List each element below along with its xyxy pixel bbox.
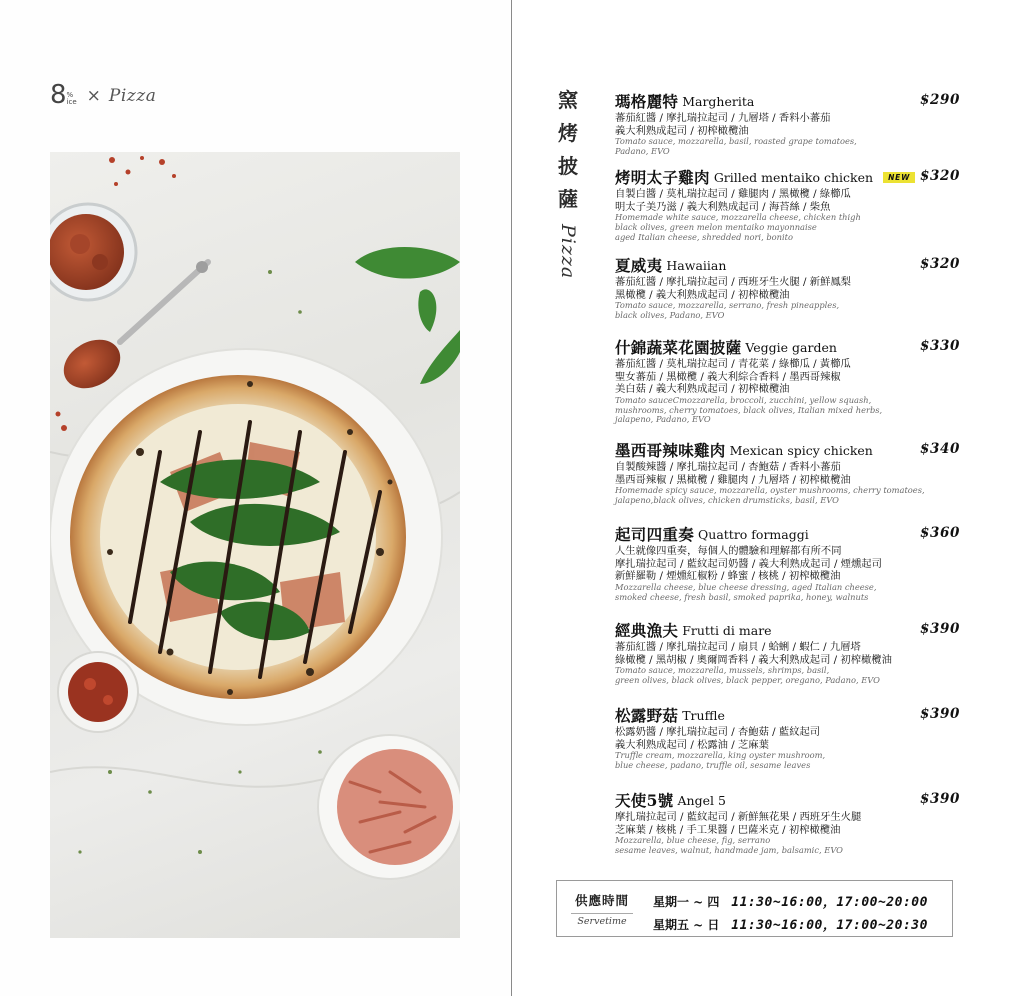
item-name-en: Truffle <box>682 707 725 723</box>
servetime-row <box>653 914 928 933</box>
ham-bowl <box>318 735 460 879</box>
item-price: $390 <box>920 621 960 637</box>
item-name-zh: 烤明太子雞肉 <box>615 168 710 187</box>
item-desc-zh: 蕃茄紅醬 / 莫札瑞拉起司 / 青花菜 / 綠櫛瓜 / 黃櫛瓜 <box>615 358 851 370</box>
item-desc-en: Tomato sauce, mozzarella, basil, roasted grape tomatoes, <box>615 136 857 147</box>
servetime-days: 星期一 ~ 四 <box>653 895 720 909</box>
menu-item-hawaiian <box>615 256 960 321</box>
menu-item-margherita <box>615 92 960 157</box>
item-desc-en: smoked cheese, fresh basil, smoked paprika, honey, walnuts <box>615 591 869 602</box>
item-desc-en: Tomato sauce, mozzarella, mussels, shrimps, basil, <box>615 665 830 676</box>
item-name-zh: 松露野菇 <box>615 706 679 725</box>
item-name-en: Frutti di mare <box>682 622 772 638</box>
item-price: $360 <box>920 525 960 541</box>
servetime-box <box>556 880 953 937</box>
item-name-zh: 瑪格麗特 <box>615 92 679 111</box>
item-desc-zh: 明太子美乃滋 / 義大利熟成起司 / 海苔絲 / 柴魚 <box>615 200 831 213</box>
item-price: $340 <box>920 441 960 457</box>
item-desc-zh: 蕃茄紅醬 / 摩扎瑞拉起司 / 九層塔 / 香料小蕃茄 <box>615 112 831 124</box>
item-name-en: Margherita <box>682 93 755 109</box>
brand-cross: × <box>86 86 101 106</box>
item-desc-zh: 蕃茄紅醬 / 摩扎瑞拉起司 / 扇貝 / 蛤蜊 / 蝦仁 / 九層塔 <box>615 641 861 653</box>
item-name-zh: 什錦蔬菜花園披薩 <box>615 338 742 357</box>
item-name-en: Mexican spicy chicken <box>729 442 873 458</box>
item-desc-zh: 綠橄欖 / 黑胡椒 / 奧爾岡香料 / 義大利熟成起司 / 初榨橄欖油 <box>615 653 892 666</box>
item-desc-en: Mozzarella cheese, blue cheese dressing, aged Italian cheese, <box>615 581 877 592</box>
menu-item-quattro-formaggi <box>615 525 960 602</box>
item-desc-en: black olives, green melon mentaiko mayonnaise <box>615 221 817 232</box>
arugula-leaves <box>355 247 460 384</box>
item-desc-en: blue cheese, padano, truffle oil, sesame leaves <box>615 759 811 770</box>
pizza-illustration <box>50 152 460 938</box>
brand-number: 8 <box>50 80 66 110</box>
item-desc-zh: 義大利熟成起司 / 初榨橄欖油 <box>615 124 749 137</box>
item-desc-en: Homemade white sauce, mozzarella cheese, chicken thigh <box>615 212 861 223</box>
item-desc-zh: 墨西哥辣椒 / 黑橄欖 / 雞腿肉 / 九層塔 / 初榨橄欖油 <box>615 473 851 486</box>
item-price: $320 <box>920 256 960 272</box>
servetime-hours: 11:30~16:00，17:00~20:00 <box>731 895 928 910</box>
item-desc-en: Truffle cream, mozzarella, king oyster mushroom, <box>615 750 826 761</box>
menu-item-mentaiko-chicken <box>615 168 960 243</box>
title-latin: Pizza <box>557 224 579 280</box>
item-desc-en: jalapeno, Padano, EVO <box>615 414 711 425</box>
item-name-zh: 天使5號 <box>615 791 674 810</box>
sauce-jar <box>50 204 136 300</box>
item-desc-en: aged Italian cheese, shredded nori, bonito <box>615 231 793 242</box>
item-name-zh: 墨西哥辣味雞肉 <box>615 441 726 460</box>
brand-percent: % ice <box>66 91 77 106</box>
left-page <box>0 0 510 996</box>
item-desc-en: jalapeno,black olives, chicken drumsticks, basil, EVO <box>615 494 839 505</box>
servetime-label-en: Servetime <box>571 913 633 927</box>
item-desc-zh: 摩扎瑞拉起司 / 藍紋起司奶醬 / 義大利熟成起司 / 煙燻起司 <box>615 557 882 570</box>
servetime-hours: 11:30~16:00，17:00~20:30 <box>731 918 928 933</box>
title-char: 薩 <box>558 187 578 211</box>
item-name-zh: 夏威夷 <box>615 256 663 275</box>
new-badge: NEW <box>883 172 915 183</box>
item-desc-en: green olives, black olives, black pepper, oregano, Padano, EVO <box>615 674 880 685</box>
title-char: 披 <box>558 154 578 178</box>
servetime-row <box>653 891 928 910</box>
item-desc-zh: 摩扎瑞拉起司 / 藍紋起司 / 新鮮無花果 / 西班牙生火腿 <box>615 811 862 823</box>
item-price: $390 <box>920 706 960 722</box>
item-name-en: Angel 5 <box>677 792 726 808</box>
item-name-en: Quattro formaggi <box>698 526 809 542</box>
brand-word: Pizza <box>108 86 157 106</box>
item-desc-zh: 芝麻葉 / 核桃 / 手工果醬 / 巴薩米克 / 初榨橄欖油 <box>615 823 841 836</box>
item-name-en: Hawaiian <box>666 257 727 273</box>
menu-item-angel-5 <box>615 791 960 856</box>
item-desc-zh: 聖女蕃茄 / 黑橄欖 / 義大利綜合香料 / 墨西哥辣椒 <box>615 370 841 383</box>
item-desc-en: mushrooms, cherry tomatoes, black olives, Italian mixed herbs, <box>615 404 883 415</box>
item-desc-en: Homemade spicy sauce, mozzarella, oyster mushrooms, cherry tomatoes, <box>615 485 925 496</box>
servetime-label <box>571 891 633 927</box>
item-desc-en: Tomato sauceCmozzarella, broccoli, zucchini, yellow squash, <box>615 394 872 405</box>
item-name-zh: 經典漁夫 <box>615 621 679 640</box>
servetime-label-zh: 供應時間 <box>574 893 629 908</box>
item-price: $330 <box>920 338 960 354</box>
brand-logo <box>50 78 156 108</box>
item-desc-en: Tomato sauce, mozzarella, serrano, fresh pineapples, <box>615 300 840 311</box>
menu-item-truffle <box>615 706 960 771</box>
item-desc-zh: 黑橄欖 / 義大利熟成起司 / 初榨橄欖油 <box>615 288 790 301</box>
item-price: $390 <box>920 791 960 807</box>
item-desc-zh: 自製酸辣醬 / 摩扎瑞拉起司 / 杏鮑菇 / 香料小蕃茄 <box>615 461 841 473</box>
title-char: 窯 <box>558 88 578 112</box>
item-desc-en: Mozzarella, blue cheese, fig, serrano <box>615 835 771 846</box>
item-name-zh: 起司四重奏 <box>615 525 695 544</box>
chili-bowl <box>58 652 138 732</box>
pizza-photo <box>50 152 460 938</box>
item-desc-en: Padano, EVO <box>615 145 670 156</box>
item-name-en: Veggie garden <box>745 339 837 355</box>
pizza <box>70 375 406 699</box>
item-desc-zh: 自製白醬 / 莫札瑞拉起司 / 雞腿肉 / 黑橄欖 / 綠櫛瓜 <box>615 188 851 200</box>
item-desc-zh: 蕃茄紅醬 / 摩扎瑞拉起司 / 西班牙生火腿 / 新鮮鳳梨 <box>615 276 851 288</box>
item-desc-zh: 義大利熟成起司 / 松露油 / 芝麻葉 <box>615 738 769 751</box>
section-title <box>555 90 581 279</box>
item-desc-zh: 新鮮羅勒 / 煙燻紅椒粉 / 蜂蜜 / 核桃 / 初榨橄欖油 <box>615 570 841 583</box>
menu-item-mexican-spicy-chicken <box>615 441 960 506</box>
item-desc-en: black olives, Padano, EVO <box>615 309 725 320</box>
item-name-en: Grilled mentaiko chicken <box>713 169 874 185</box>
item-price: $320 <box>920 168 960 184</box>
item-desc-zh: 人生就像四重奏，每個人的體驗和理解都有所不同 <box>615 545 842 557</box>
item-desc-zh: 松露奶醬 / 摩扎瑞拉起司 / 杏鮑菇 / 藍紋起司 <box>615 726 821 738</box>
servetime-days: 星期五 ~ 日 <box>653 918 720 932</box>
item-desc-en: sesame leaves, walnut, handmade jam, balsamic, EVO <box>615 844 843 855</box>
menu-item-veggie-garden <box>615 338 960 425</box>
item-price: $290 <box>920 92 960 108</box>
item-desc-zh: 美白菇 / 義大利熟成起司 / 初榨橄欖油 <box>615 383 790 396</box>
title-char: 烤 <box>558 121 578 145</box>
menu-item-frutti-di-mare <box>615 621 960 686</box>
